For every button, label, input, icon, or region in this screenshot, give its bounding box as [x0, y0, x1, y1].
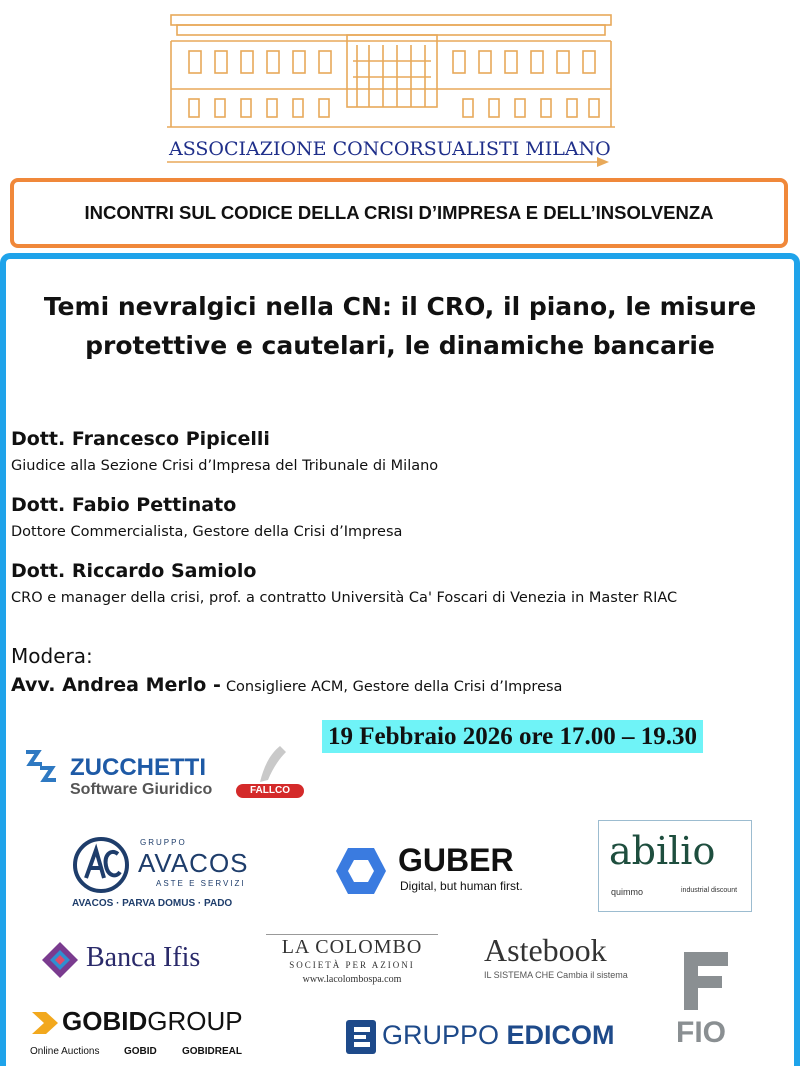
event-title-line-1: Temi nevralgici nella CN: il CRO, il piano, le misure	[43, 292, 757, 321]
edicom-icon	[346, 1020, 376, 1054]
banca-ifis-icon	[40, 940, 80, 980]
moderator	[11, 674, 562, 696]
edicom-name-light: GRUPPO	[382, 1020, 500, 1050]
zucchetti-sub: Software Giuridico	[70, 781, 213, 798]
avacos-icon	[72, 836, 130, 894]
zucchetti-icon	[22, 746, 62, 786]
edicom-name-bold: EDICOM	[506, 1020, 615, 1050]
astebook-tagline: IL SISTEMA CHE Cambia il sistema	[484, 970, 628, 980]
astebook-name: Astebook	[484, 932, 607, 968]
guber-tagline: Digital, but human first.	[400, 879, 523, 893]
series-banner: INCONTRI SUL CODICE DELLA CRISI D’IMPRESA E DELL’INSOLVENZA	[10, 178, 788, 248]
sponsor-avacos	[72, 836, 272, 914]
moderator-role: Consigliere ACM, Gestore della Crisi d’Impresa	[225, 679, 563, 695]
banca-ifis-name: Banca Ifis	[86, 942, 201, 973]
avacos-sub: ASTE E SERVIZI	[156, 879, 246, 888]
speaker-role: CRO e manager della crisi, prof. a contratto Università Ca' Foscari di Venezia in Master RIAC	[11, 590, 678, 606]
sponsor-la-colombo	[266, 930, 438, 992]
gobid-sub-2: GOBID	[124, 1046, 157, 1057]
sponsor-gobid	[30, 1006, 270, 1062]
speaker-name: Dott. Francesco Pipicelli	[11, 428, 270, 450]
fio-icon	[680, 948, 732, 1014]
abilio-sub-2: industrial discount	[681, 887, 738, 894]
la-colombo-sub: SOCIETÀ PER AZIONI	[289, 960, 415, 970]
sponsor-fallco	[236, 744, 306, 800]
bird-icon	[250, 744, 292, 784]
speaker-name: Dott. Riccardo Samiolo	[11, 560, 257, 582]
la-colombo-name: LA COLOMBO	[281, 936, 423, 958]
event-date: 19 Febbraio 2026 ore 17.00 – 19.30	[322, 720, 703, 753]
fio-name: FIO	[676, 1016, 726, 1049]
sponsor-edicom	[346, 1018, 615, 1058]
abilio-name: abilio	[609, 829, 716, 873]
avacos-brands: AVACOS · PARVA DOMUS · PADO	[72, 898, 233, 909]
zucchetti-name: ZUCCHETTI	[70, 754, 206, 781]
sponsor-abilio	[598, 820, 752, 912]
sponsor-astebook	[478, 930, 638, 1020]
speaker-name: Dott. Fabio Pettinato	[11, 494, 237, 516]
speaker-role: Dottore Commercialista, Gestore della Crisi d’Impresa	[11, 524, 403, 540]
gobid-sub-1: Online Auctions	[30, 1046, 100, 1057]
sponsor-guber	[334, 842, 554, 898]
moderation-label: Modera:	[11, 644, 93, 668]
gobid-icon	[30, 1010, 60, 1036]
event-title	[20, 287, 780, 365]
gobid-sub-3: GOBIDREAL	[182, 1046, 242, 1057]
avacos-name: AVACOS	[138, 848, 249, 878]
gobid-name-bold: GOBID	[62, 1006, 148, 1036]
guber-icon	[334, 846, 388, 896]
guber-name: GUBER	[398, 842, 514, 878]
edicom-title	[382, 1020, 615, 1051]
association-logo	[127, 5, 655, 173]
speaker-role: Giudice alla Sezione Crisi d’Impresa del Tribunale di Milano	[11, 458, 439, 474]
sponsor-fio	[676, 948, 756, 1052]
sponsor-zucchetti	[22, 744, 222, 804]
la-colombo-url: www.lacolombospa.com	[302, 974, 402, 985]
avacos-group: GRUPPO	[140, 838, 187, 847]
gobid-name-light: GROUP	[147, 1006, 243, 1036]
sponsor-banca-ifis	[40, 940, 230, 982]
event-title-line-2: protettive e cautelari, le dinamiche bancarie	[85, 331, 715, 360]
fallco-name: FALLCO	[236, 784, 304, 798]
abilio-sub-1: quimmo	[611, 887, 644, 897]
moderator-name: Avv. Andrea Merlo -	[11, 674, 221, 696]
association-name: ASSOCIAZIONE CONCORSUALISTI MILANO	[169, 138, 611, 160]
gobid-title	[62, 1006, 243, 1037]
